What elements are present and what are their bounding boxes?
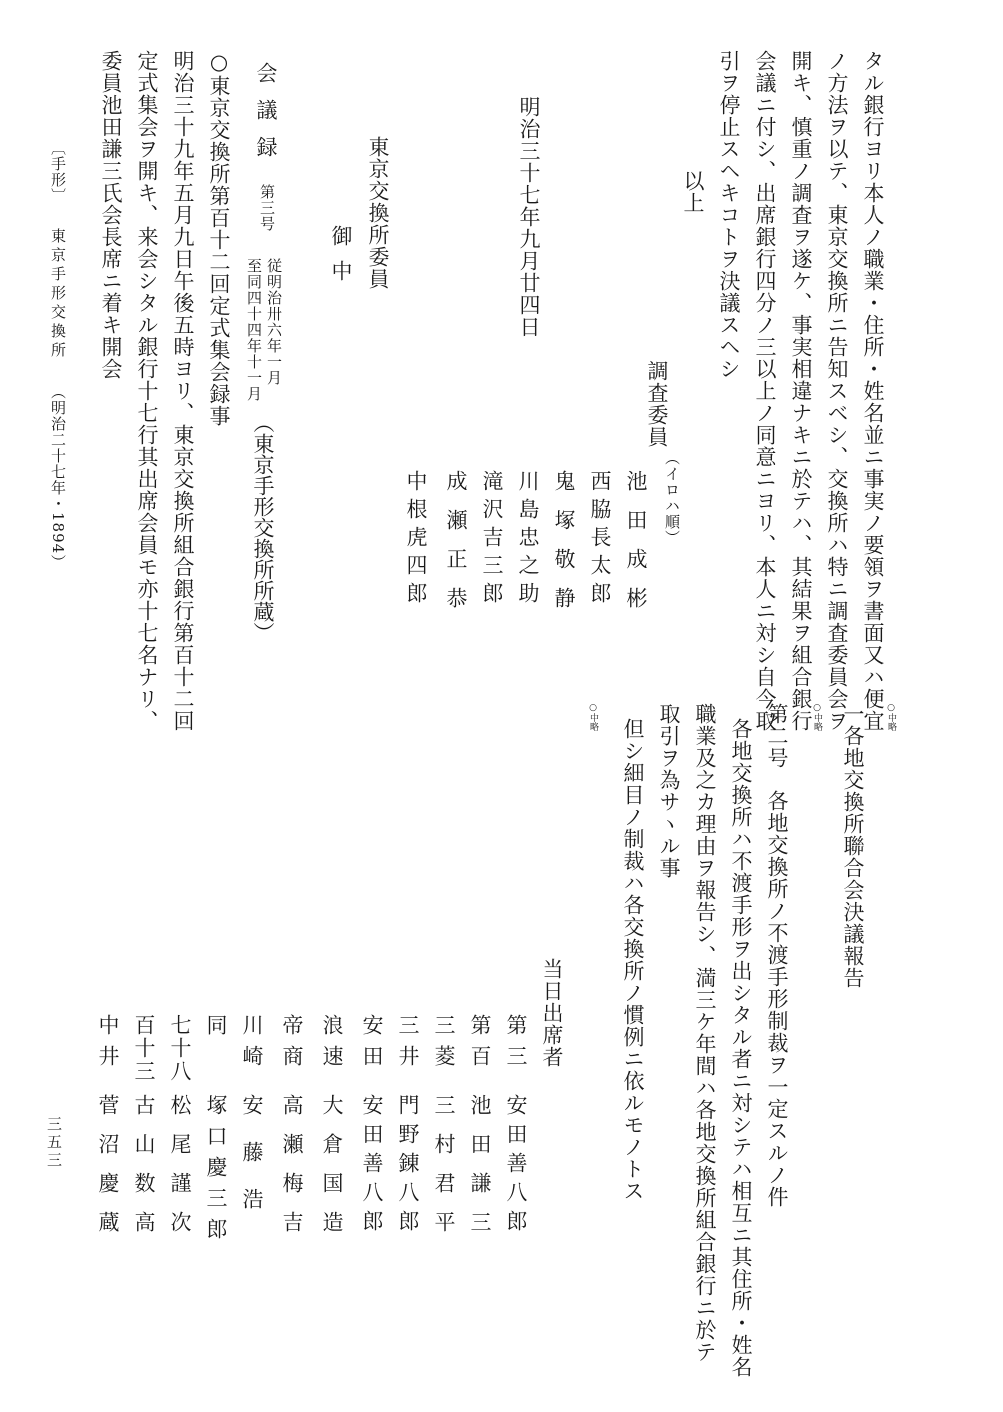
attendee-name: 大倉国造 (320, 1094, 344, 1250)
ellipsis-mark: ○中略 (886, 703, 896, 731)
period-from: 従明治卅六年一月 (265, 258, 283, 386)
ellipsis-mark: ○中略 (812, 703, 822, 731)
document-date: 明治三十七年九月廿四日 (517, 96, 541, 338)
attendee-name: 池田謙三 (468, 1094, 492, 1250)
minutes-title: 会議録 (254, 62, 278, 173)
attendee-name: 門野錬八郎 (396, 1094, 420, 1239)
text-line: 但シ細目ノ制裁ハ各交換所ノ慣例ニ依ルモノトス (621, 718, 645, 1202)
text-line: 各地交換所ハ不渡手形ヲ出シタル者ニ対シテハ相互ニ其住所・姓名 (729, 718, 753, 1378)
text-line: 開キ、慎重ノ調査ヲ遂ケ、事実相違ナキニ於テハ、其結果ヲ組合銀行 (789, 50, 813, 732)
text-line: ノ方法ヲ以テ、東京交換所ニ告知スベシ、交換所ハ特ニ調査委員会ヲ (825, 50, 849, 732)
committee-member: 滝沢吉三郎 (480, 470, 504, 610)
committee-member: 中根虎四郎 (404, 470, 428, 610)
attendee-name: 安藤浩 (240, 1094, 264, 1235)
text-line: 会議ニ付シ、出席銀行四分ノ三以上ノ同意ニヨリ、本人ニ対シ自今取 (753, 50, 777, 732)
addressee: 東京交換所委員 (366, 136, 390, 290)
attendee-name: 塚口慶三郎 (204, 1094, 228, 1249)
attendee-bank: 三井 (396, 1014, 420, 1076)
committee-member: 西脇長太郎 (588, 470, 612, 610)
ijo-label: 以上 (681, 170, 705, 214)
report-title: 一各地交換所聯合会決議報告 (841, 703, 865, 989)
iroha-note: （イロハ順） (663, 450, 681, 546)
text-line: 取引ヲ為サヽル事 (657, 703, 681, 879)
attendees-label: 当日出席者 (540, 958, 564, 1068)
minutes-number: 第三号 (258, 184, 276, 232)
section-tag: 〔手形〕 (49, 140, 67, 204)
committee-label: 調査委員 (645, 360, 669, 448)
attendee-name: 松尾謹次 (168, 1094, 192, 1250)
era-label: （明治二十七年・1894） (49, 384, 67, 571)
committee-member: 川島忠之助 (516, 470, 540, 610)
period-to: 至同四十四年十一月 (245, 258, 263, 402)
attendee-bank: 七十八 (168, 1014, 192, 1083)
onchu-label: 御中 (329, 225, 353, 295)
committee-member: 鬼塚敬静 (552, 470, 576, 626)
attendee-name: 古山数高 (132, 1094, 156, 1250)
item-number: 第二号 (765, 703, 789, 769)
minutes-heading: ○東京交換所第百十二回定式集会録事 (207, 50, 231, 427)
text-line: タル銀行ヨリ本人ノ職業・住所・姓名並ニ事実ノ要領ヲ書面又ハ便宜 (861, 50, 885, 732)
text-line: 引ヲ停止スヘキコトヲ決議スヘシ (717, 50, 741, 380)
text-line: 明治三十九年五月九日午後五時ヨリ、東京交換所組合銀行第百十二回 (171, 50, 195, 732)
attendee-name: 安田善八郎 (504, 1094, 528, 1239)
attendee-bank: 三菱 (432, 1014, 456, 1076)
committee-member: 成瀬正恭 (444, 470, 468, 626)
attendee-bank: 川崎 (240, 1014, 264, 1076)
attendee-bank: 安田 (360, 1014, 384, 1076)
attendee-bank: 百十三 (132, 1014, 156, 1083)
text-line: 定式集会ヲ開キ、来会シタル銀行十七行其出席会員モ亦十七名ナリ、 (135, 50, 159, 732)
attendee-bank: 第百 (468, 1014, 492, 1076)
text-line: 職業及之カ理由ヲ報告シ、満三ケ年間ハ各地交換所組合銀行ニ於テ (693, 703, 717, 1363)
committee-member: 池田成彬 (624, 470, 648, 626)
text-line: 委員池田謙三氏会長席ニ着キ開会 (99, 50, 123, 380)
attendee-name: 菅沼慶蔵 (96, 1094, 120, 1250)
page-number: 三五三 (45, 1116, 63, 1170)
attendee-bank: 中井 (96, 1014, 120, 1076)
attendee-bank: 第三 (504, 1014, 528, 1076)
attendee-name: 高瀬梅吉 (280, 1094, 304, 1250)
organization-label: 東京手形交換所 (49, 228, 67, 361)
attendee-name: 安田善八郎 (360, 1094, 384, 1239)
archive-note: （東京手形交換所所蔵） (251, 412, 275, 643)
attendee-bank: 同 (204, 1014, 228, 1045)
ellipsis-mark: ○中略 (588, 703, 598, 731)
item-title: 各地交換所ノ不渡手形制裁ヲ一定スルノ件 (765, 790, 789, 1208)
attendee-name: 三村君平 (432, 1094, 456, 1250)
attendee-bank: 帝商 (280, 1014, 304, 1076)
attendee-bank: 浪速 (320, 1014, 344, 1076)
